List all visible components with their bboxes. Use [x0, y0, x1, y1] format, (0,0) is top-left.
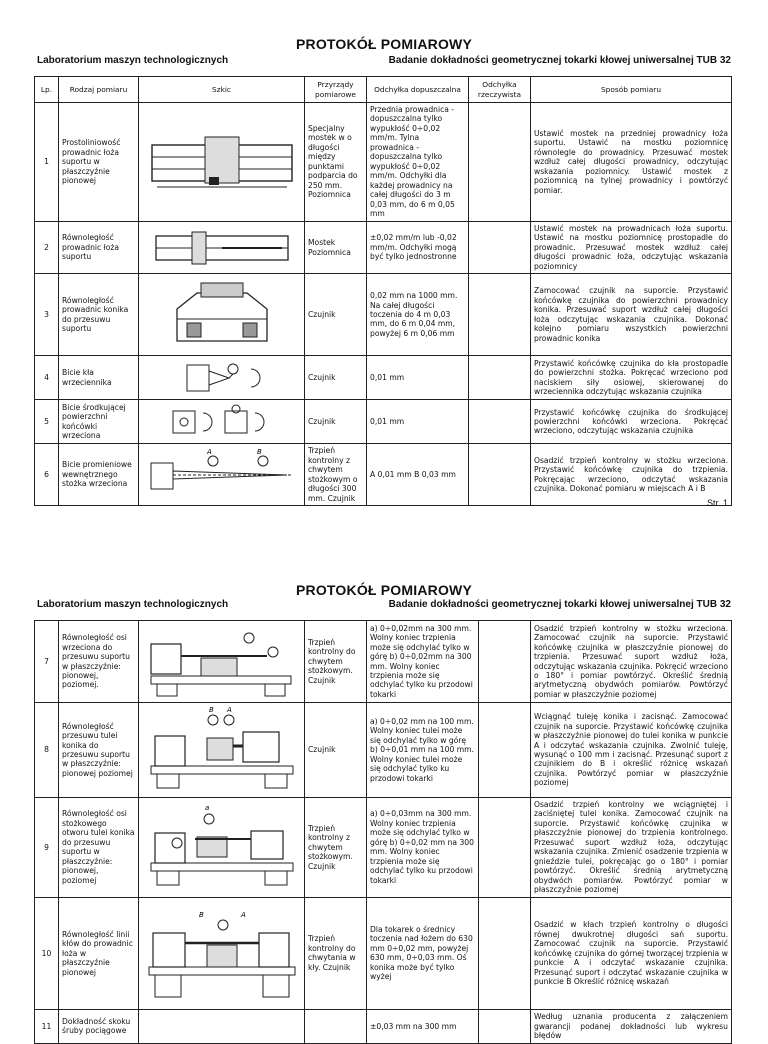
sketch-bed-straightness — [139, 103, 305, 222]
cell-sposob: Zamocować czujnik na suporcie. Przystawić końcówkę czujnika do powierzchni prowadnicy konika. Przesuwać suport wzdłuż całej długości łoża odczytując wskazania czujnika. Dokonać kolejno pomiaru wszystkich powierzchni prowadnic konika — [531, 274, 732, 356]
measurement-table-1 — [34, 76, 732, 506]
header-przyrzady: Przyrządy pomiarowe — [305, 77, 367, 103]
svg-text:a: a — [204, 804, 209, 813]
cell-lp: 11 — [35, 1009, 59, 1043]
cell-rodzaj: Równoległość osi wrzeciona do przesuwu suportu w płaszczyźnie: pionowej, poziomej. — [59, 621, 139, 703]
header-sposob: Sposób pomiaru — [531, 77, 732, 103]
tailstock-guide-sketch — [167, 279, 277, 351]
cell-przyrzady: Trzpień kontrolny do chwytania w kły. Czujnik — [305, 897, 367, 1009]
cell-rzeczywista-input[interactable] — [479, 798, 531, 898]
cell-dopuszczalna: Dla tokarek o średnicy toczenia nad łożem do 630 mm 0÷0,02 mm, powyżej 630 mm, 0÷0,03 mm. Oś konika może być tylko wyżej — [367, 897, 479, 1009]
cell-przyrzady: Specjalny mostek w o długości między punktami podparcia do 250 mm. Poziomnica — [305, 103, 367, 222]
cell-przyrzady: Trzpień kontrolny z chwytem stożkowym o długości 300 mm. Czujnik — [305, 444, 367, 506]
tailstock-sleeve-sketch — [147, 706, 297, 794]
cell-rodzaj: Prostoliniowość prowadnic łoża suportu w płaszczyźnie pionowej — [59, 103, 139, 222]
lathe-centers-sketch — [147, 903, 297, 1003]
bed-level-sketch — [152, 230, 292, 266]
subject: Badanie dokładności geometrycznej tokarki kłowej uniwersalnej TUB 32 — [388, 55, 731, 66]
cell-sposob: Osadzić trzpień kontrolny w stożku wrzeciona. Zamocować czujnik na suporcie. Przystawić końcówkę czujnika w płaszczyźnie pionowej do trzpienia. Przesuwać suport wzdłuż łoża, odczytując wskazania czujnika. Pokręcić wrzeciono o 180° i pomiar powtórzyć. Określić średnią arytmetyczną obydwóch pomiarów. Powtórzyć pomiar w płaszczyźnie poziomej — [531, 621, 732, 703]
sketch-spindle-axis — [139, 621, 305, 703]
cell-sposob: Osadzić w kłach trzpień kontrolny o długości równej dwukrotnej długości sań suportu. Zamocować czujnik na suporcie. Przystawić końcówkę czujnika do górnej tworzącej trzpienia w punkcie A i odczytać wskazanie czujnika. Przesunąć suport i odczytać wskazanie czujnika w punkcie B Określić różnicę wskazań — [531, 897, 732, 1009]
cell-przyrzady: Czujnik — [305, 356, 367, 400]
cell-dopuszczalna: 0,01 mm — [367, 356, 469, 400]
cell-przyrzady: Trzpień kontrolny do chwytem stożkowym. Czujnik — [305, 621, 367, 703]
cell-dopuszczalna: a) 0÷0,02 mm na 100 mm. Wolny koniec tulei może się odchylać tylko w górę b) 0÷0,01 mm na 100 mm. Wolny koniec tulei może się odchylać tylko ku przodowi tokarki — [367, 703, 479, 798]
cell-dopuszczalna: 0,02 mm na 1000 mm. Na całej długości toczenia do 4 m 0,03 mm, do 6 m 0,04 mm, powyżej 6 m 0,06 mm — [367, 274, 469, 356]
cell-rodzaj: Równoległość prowadnic łoża suportu — [59, 221, 139, 273]
table-row — [35, 444, 732, 506]
spindle-taper-sketch — [147, 449, 297, 501]
table-row — [35, 103, 732, 222]
cell-sposob: Ustawić mostek na prowadnicach łoża suportu. Ustawić na mostku poziomnicę prostopadle do prowadnic. Przesuwać mostek wzdłuż całej długości prowadnic łoża, odczytując wskazania poziomnicy — [531, 221, 732, 273]
sketch-centers-line — [139, 897, 305, 1009]
table-header-row — [35, 77, 732, 103]
table-row — [35, 621, 732, 703]
lab-name: Laboratorium maszyn technologicznych — [37, 599, 229, 610]
cell-lp: 3 — [35, 274, 59, 356]
cell-rodzaj: Bicie środkującej powierzchni końcówki wrzeciona — [59, 400, 139, 444]
cell-lp: 6 — [35, 444, 59, 506]
table-row — [35, 897, 732, 1009]
cell-lp: 10 — [35, 897, 59, 1009]
cell-rzeczywista-input[interactable] — [479, 897, 531, 1009]
table-row — [35, 356, 732, 400]
cell-sposob: Wciągnąć tuleję konika i zacisnąć. Zamocować czujnik na suporcie. Przystawić końcówkę czujnika w płaszczyźnie pionowej do tulei konika w punkcie A i odczytać wskazania czujnika. Zwolnić tuleję, wysunąć o 100 mm i zacisnąć. Przesunąć suport z czujnikiem do B i określić różnicę wskazań czujnika. Powtórzyć pomiar w płaszczyźnie poziomej — [531, 703, 732, 798]
spindle-nose-sketch — [167, 403, 277, 441]
cell-dopuszczalna: ±0,02 mm/m lub -0,02 mm/m. Odchyłki mogą być tylko jednostronne — [367, 221, 469, 273]
sketch-tailstock-guideways — [139, 274, 305, 356]
svg-text:B: B — [198, 911, 204, 920]
cell-lp: 7 — [35, 621, 59, 703]
cell-rodzaj: Bicie kła wrzeciennika — [59, 356, 139, 400]
sketch-center-runout — [139, 356, 305, 400]
svg-text:A: A — [226, 706, 232, 714]
table-row — [35, 798, 732, 898]
svg-text:A: A — [206, 448, 212, 456]
cell-przyrzady: Czujnik — [305, 400, 367, 444]
lathe-spindle-axis-sketch — [147, 624, 297, 700]
center-runout-sketch — [177, 359, 267, 397]
cell-sposob: Osadzić trzpień kontrolny we wciągniętej i zaciśniętej tulei konika. Zamocować czujnik na suporcie. Przystawić końcówkę czujnika w płaszczyźnie pionowej do trzpienia kontrolnego. Przesuwać suport wzdłuż łoża, odczytując wskazania czujnika. Zmienić osadzenie trzpienia w gnieździe tulei, pokręcając go o 180° i pomiar powtórzyć. Określić średnią arytmetyczną obydwóch pomiarów. Powtórzyć pomiar w płaszczyźnie poziomej — [531, 798, 732, 898]
svg-text:B: B — [208, 706, 214, 714]
tailstock-taper-sketch — [147, 803, 297, 891]
cell-przyrzady — [305, 1009, 367, 1043]
header-lp: Lp. — [35, 77, 59, 103]
cell-rodzaj: Równoległość prowadnic konika do przesuwu suportu — [59, 274, 139, 356]
subheader — [37, 55, 731, 66]
cell-dopuszczalna: a) 0÷0,03mm na 300 mm. Wolny koniec trzpienia może się odchylać tylko w górę b) 0÷0,02 mm na 300 mm. Wolny koniec trzpienia może się odchylać tylko ku przodowi tokarki — [367, 798, 479, 898]
sketch-spindle-nose — [139, 400, 305, 444]
cell-rzeczywista-input[interactable] — [469, 444, 531, 506]
table-row — [35, 274, 732, 356]
cell-rzeczywista-input[interactable] — [469, 356, 531, 400]
cell-rodzaj: Równoległość osi stożkowego otworu tulei konika do przesuwu suportu w płaszczyźnie: pionowej, poziomej — [59, 798, 139, 898]
cell-lp: 1 — [35, 103, 59, 222]
page-title: PROTOKÓŁ POMIAROWY — [295, 582, 472, 598]
sketch-empty — [139, 1009, 305, 1043]
cell-sposob: Według uznania producenta z załączeniem gwarancji podanej dokładności lub wykresu błędów — [531, 1009, 732, 1043]
cell-rzeczywista-input[interactable] — [479, 621, 531, 703]
cell-rzeczywista-input[interactable] — [479, 703, 531, 798]
svg-text:A: A — [240, 911, 246, 920]
cell-przyrzady: Mostek Poziomnica — [305, 221, 367, 273]
cell-lp: 2 — [35, 221, 59, 273]
cell-sposob: Osadzić trzpień kontrolny w stożku wrzeciona. Przystawić końcówkę czujnika do trzpienia. Pokręcając wrzeciono, odczytać wskazania czujnika. Dokonać pomiaru w miejscach A i B — [531, 444, 732, 506]
svg-text:B: B — [256, 448, 262, 456]
header-rzeczywista: Odchyłka rzeczywista — [469, 77, 531, 103]
cell-dopuszczalna: 0,01 mm — [367, 400, 469, 444]
header-szkic: Szkic — [139, 77, 305, 103]
cell-rzeczywista-input[interactable] — [469, 103, 531, 222]
cell-dopuszczalna: a) 0÷0,02mm na 300 mm. Wolny koniec trzpienia może się odchylać tylko w górę b) 0÷0,02mm na 300 mm. Wolny koniec trzpienia może się odchylać tylko ku przodowi tokarki — [367, 621, 479, 703]
cell-dopuszczalna: ±0,03 mm na 300 mm — [367, 1009, 479, 1043]
cell-lp: 9 — [35, 798, 59, 898]
subject: Badanie dokładności geometrycznej tokarki kłowej uniwersalnej TUB 32 — [388, 599, 731, 610]
page-title: PROTOKÓŁ POMIAROWY — [295, 36, 472, 52]
cell-dopuszczalna: Przednia prowadnica - dopuszczalna tylko wypukłość 0÷0,02 mm/m. Tylna prowadnica - dopuszczalna tylko wypukłość 0÷0,02 mm/m. Odchyłki dla każdej prowadnicy na całej długości do 3 m 0,03 mm, do 6 m 0,05 mm — [367, 103, 469, 222]
cell-lp: 8 — [35, 703, 59, 798]
cell-rzeczywista-input[interactable] — [469, 274, 531, 356]
lab-name: Laboratorium maszyn technologicznych — [37, 55, 229, 66]
cell-rodzaj: Równoległość linii kłów do prowadnic łoża w płaszczyźnie pionowej — [59, 897, 139, 1009]
subheader — [37, 599, 731, 610]
cell-przyrzady: Czujnik — [305, 274, 367, 356]
cell-przyrzady: Czujnik — [305, 703, 367, 798]
cell-przyrzady: Trzpień kontrolny z chwytem stożkowym. Czujnik — [305, 798, 367, 898]
sketch-tailstock-taper — [139, 798, 305, 898]
page-number: Str. 1 — [706, 498, 728, 508]
header-rodzaj: Rodzaj pomiaru — [59, 77, 139, 103]
cell-dopuszczalna: A 0,01 mm B 0,03 mm — [367, 444, 469, 506]
cell-rodzaj: Bicie promieniowe wewnętrznego stożka wrzeciona — [59, 444, 139, 506]
header-dopuszczalna: Odchyłka dopuszczalna — [367, 77, 469, 103]
table-row — [35, 1009, 732, 1043]
cell-sposob: Przystawić końcówkę czujnika do środkującej powierzchni końcówki wrzeciona. Pokręcać wrzeciono, odczytując wskazania czujnika — [531, 400, 732, 444]
cell-rzeczywista-input[interactable] — [479, 1009, 531, 1043]
bed-bridge-sketch — [147, 127, 297, 197]
cell-sposob: Przystawić końcówkę czujnika do kła prostopadle do powierzchni stożka. Pokręcać wrzeciono pod naciskiem siły osiowej, skierowanej do wrzeciennika odczytując wskazania czujnika — [531, 356, 732, 400]
cell-sposob: Ustawić mostek na przedniej prowadnicy łoża suportu. Ustawić na mostku poziomnicę równolegle do prowadnicy. Przesuwać mostek wzdłuż całej długości prowadnicy, odczytując wskazania poziomnicy. Ustawić mostek z poziomnicą na tylnej prowadnicy i powtórzyć pomiar. — [531, 103, 732, 222]
table-row — [35, 221, 732, 273]
table-row — [35, 400, 732, 444]
table-row — [35, 703, 732, 798]
cell-rodzaj: Dokładność skoku śruby pociągowe — [59, 1009, 139, 1043]
cell-rzeczywista-input[interactable] — [469, 400, 531, 444]
sketch-bed-parallelism — [139, 221, 305, 273]
cell-lp: 5 — [35, 400, 59, 444]
cell-rodzaj: Równoległość przesuwu tulei konika do przesuwu suportu w płaszczyźnie: pionowej poziomej — [59, 703, 139, 798]
measurement-table-2 — [34, 620, 732, 1044]
sketch-spindle-taper — [139, 444, 305, 506]
sketch-tailstock-sleeve — [139, 703, 305, 798]
cell-rzeczywista-input[interactable] — [469, 221, 531, 273]
cell-lp: 4 — [35, 356, 59, 400]
